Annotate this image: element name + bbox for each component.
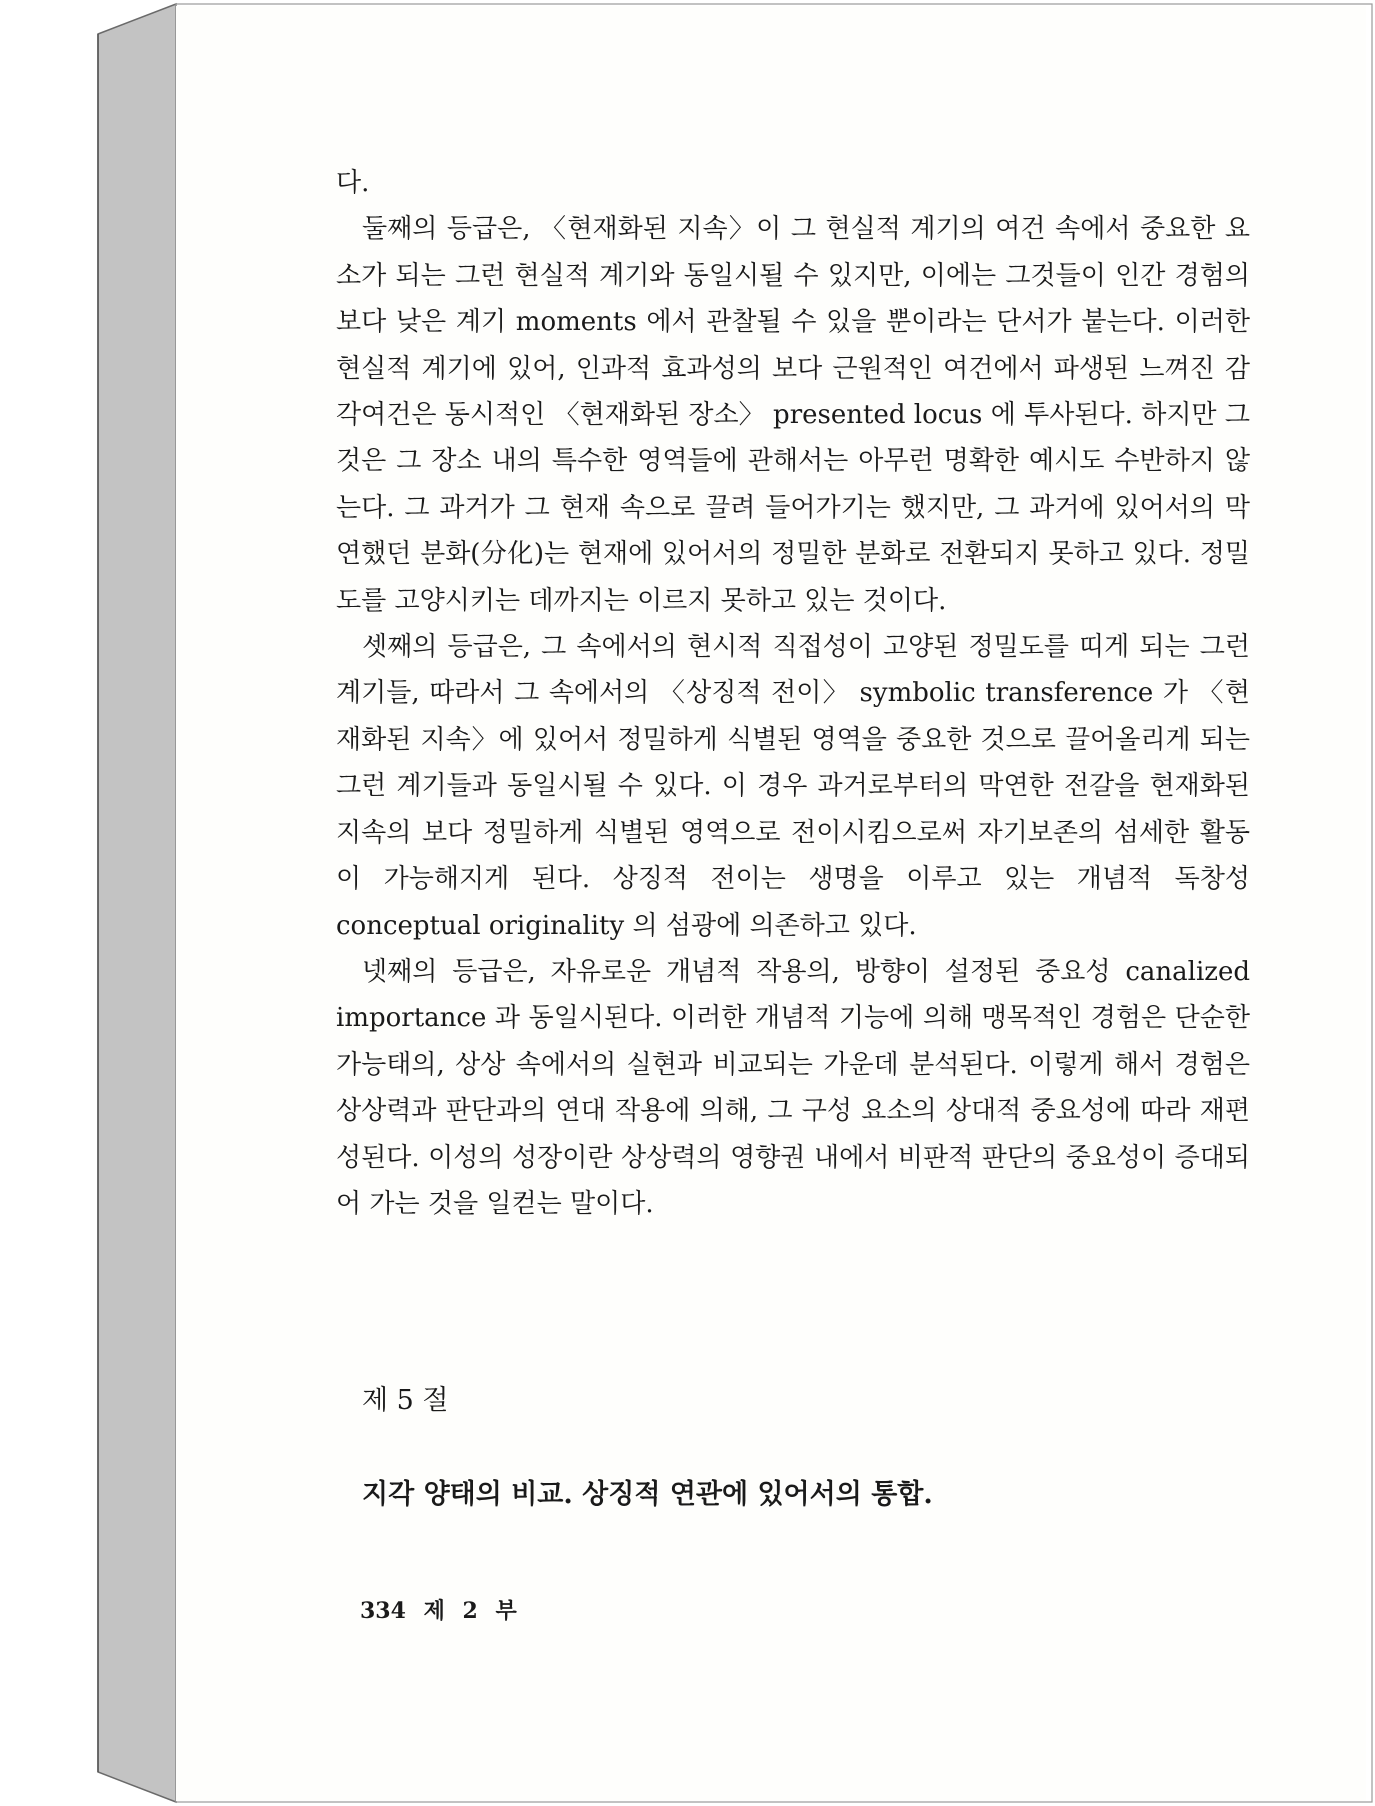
section-title: 지각 양태의 비교. 상징적 연관에 있어서의 통합.: [362, 1479, 933, 1510]
book-spine-side: [98, 4, 176, 1802]
paragraph-2: 둘째의 등급은, 〈현재화된 지속〉이 그 현실적 계기의 여건 속에서 중요한 요소가 되는 그런 현실적 계기와 동일시될 수 있지만, 이에는 그것들이 인간 경험의 보다 낮은 계기 moments 에서 관찰될 수 있을 뿐이라는 단서가 붙는다. 이러한 현실적 계기에 있어, 인과적 효과성의 보다 근원적인 여건에서 파생된 느껴진 감각여건은 동시적인 〈현재화된 장소〉 presented locus 에 투사된다. 하지만 그것은 그 장소 내의 특수한 영역들에 관해서는 아무런 명확한 예시도 수반하지 않는다. 그 과거가 그 현재 속으로 끌려 들어가기는 했지만, 그 과거에 있어서의 막연했던 분화(分化)는 현재에 있어서의 정밀한 분화로 전환되지 못하고 있다. 정밀도를 고양시키는 데까지는 이르지 못하고 있는 것이다.: [336, 214, 1250, 616]
body-text: [336, 160, 1250, 1227]
paragraph-1: 다.: [336, 168, 370, 198]
part-label: 제 2 부: [423, 1598, 517, 1624]
paragraph-4: 넷째의 등급은, 자유로운 개념적 작용의, 방향이 설정된 중요성 canalized importance 과 동일시된다. 이러한 개념적 기능에 의해 맹목적인 경험은 단순한 가능태의, 상상 속에서의 실현과 비교되는 가운데 분석된다. 이렇게 해서 경험은 상상력과 판단과의 연대 작용에 의해, 그 구성 요소의 상대적 중요성에 따라 재편성된다. 이성의 성장이란 상상력의 영향권 내에서 비판적 판단의 중요성이 증대되어 가는 것을 일컫는 말이다.: [336, 956, 1250, 1219]
paragraph-3: 셋째의 등급은, 그 속에서의 현시적 직접성이 고양된 정밀도를 띠게 되는 그런 계기들, 따라서 그 속에서의 〈상징적 전이〉 symbolic transference 가 〈현재화된 지속〉에 있어서 정밀하게 식별된 영역을 중요한 것으로 끌어올리게 되는 그런 계기들과 동일시될 수 있다. 이 경우 과거로부터의 막연한 전갈을 현재화된 지속의 보다 정밀하게 식별된 영역으로 전이시킴으로써 자기보존의 섬세한 활동이 가능해지게 된다. 상징적 전이는 생명을 이루고 있는 개념적 독창성 conceptual originality 의 섬광에 의존하고 있다.: [336, 632, 1250, 941]
page-footer: [360, 1594, 517, 1625]
section-number: 제 5 절: [362, 1385, 449, 1416]
page-number: 334: [360, 1598, 406, 1624]
